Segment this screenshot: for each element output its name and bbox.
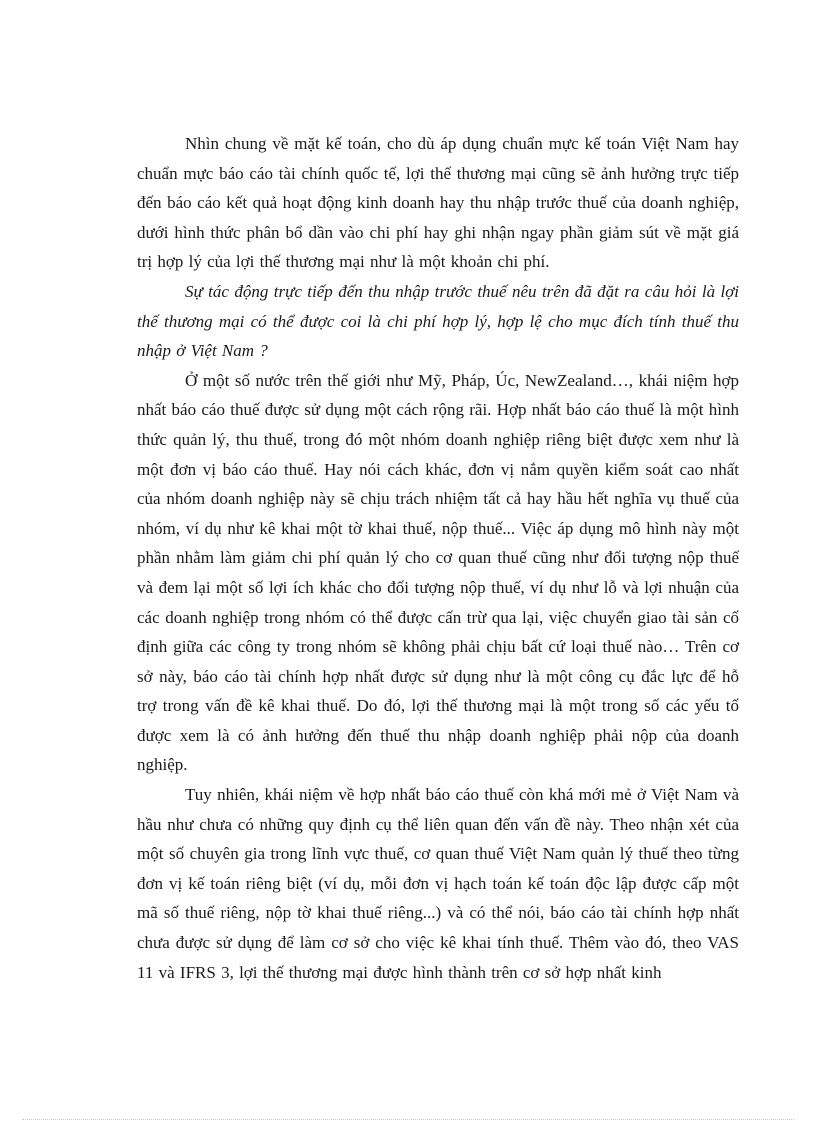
page-bottom-divider <box>22 1119 794 1120</box>
body-text <box>137 129 739 987</box>
paragraph-question-italic: Sự tác động trực tiếp đến thu nhập trước thuế nêu trên đã đặt ra câu hỏi là lợi thế thương mại có thể được coi là chi phí hợp lý, hợp lệ cho mục đích tính thuế thu nhập ở Việt Nam ? <box>137 281 739 361</box>
paragraph-accounting-overview: Nhìn chung về mặt kế toán, cho dù áp dụng chuẩn mực kế toán Việt Nam hay chuẩn mực báo cáo tài chính quốc tế, lợi thế thương mại cũng sẽ ảnh hưởng trực tiếp đến báo cáo kết quả hoạt động kinh doanh hay thu nhập trước thuế của doanh nghiệp, dưới hình thức phân bổ dần vào chi phí hay ghi nhận ngay phần giảm sút về mặt giá trị hợp lý của lợi thế thương mại như là một khoản chi phí. <box>137 134 739 272</box>
paragraph-tax-consolidation: Ở một số nước trên thế giới như Mỹ, Pháp, Úc, NewZealand…, khái niệm hợp nhất báo cáo thuế được sử dụng một cách rộng rãi. Hợp nhất báo cáo thuế là một hình thức quản lý, thu thuế, trong đó một nhóm doanh nghiệp riêng biệt được xem như là một đơn vị báo cáo thuế. Hay nói cách khác, đơn vị nắm quyền kiểm soát cao nhất của nhóm doanh nghiệp này sẽ chịu trách nhiệm tất cả hay hầu hết nghĩa vụ thuế của nhóm, ví dụ như kê khai một tờ khai thuế, nộp thuế... Việc áp dụng mô hình này một phần nhằm làm giảm chi phí quản lý cho cơ quan thuế cũng như đối tượng nộp thuế và đem lại một số lợi ích khác cho đối tượng nộp thuế, ví dụ như lỗ và lợi nhuận của các doanh nghiệp trong nhóm có thể được cấn trừ qua lại, việc chuyển giao tài sản cố định giữa các công ty trong nhóm sẽ không phải chịu bất cứ loại thuế nào… Trên cơ sở này, báo cáo tài chính hợp nhất được sử dụng như là một công cụ đắc lực để hỗ trợ trong vấn đề kê khai thuế. Do đó, lợi thế thương mại là một trong số các yếu tố được xem là có ảnh hưởng đến thuế thu nhập doanh nghiệp phải nộp của doanh nghiệp. <box>137 370 739 775</box>
paragraph-vietnam-context: Tuy nhiên, khái niệm về hợp nhất báo cáo thuế còn khá mới mẻ ở Việt Nam và hầu như chưa có những quy định cụ thể liên quan đến vấn đề này. Theo nhận xét của một số chuyên gia trong lĩnh vực thuế, cơ quan thuế Việt Nam quản lý thuế theo từng đơn vị kế toán riêng biệt (ví dụ, mỗi đơn vị hạch toán kế toán độc lập được cấp một mã số thuế riêng, nộp tờ khai thuế riêng...) và có thể nói, báo cáo tài chính hợp nhất chưa được sử dụng để làm cơ sở cho việc kê khai tính thuế. Thêm vào đó, theo VAS 11 và IFRS 3, lợi thế thương mại được hình thành trên cơ sở hợp nhất kinh <box>137 785 739 982</box>
